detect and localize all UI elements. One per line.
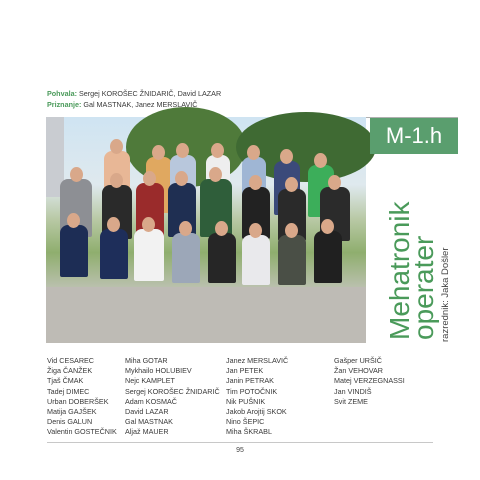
student-name: Matija GAJŠEK (47, 407, 97, 417)
student-name: Žan VEHOVAR (334, 366, 383, 376)
names-column-3 (226, 356, 288, 438)
program-title-line2: operater (408, 235, 439, 340)
footer-rule (47, 442, 433, 443)
names-column-1 (47, 356, 117, 438)
student-name: Janez MERSLAVIČ (226, 356, 289, 365)
student-name: Janin PETRAK (226, 376, 274, 386)
student-name: Žiga ČANŽEK (47, 366, 93, 376)
student-name: Svit ZEME (334, 396, 368, 406)
student-name: Mykhailo HOLUBIEV (125, 366, 192, 376)
student-name: David LAZAR (125, 407, 169, 417)
student-name: Urban DOBERŠEK (47, 396, 109, 406)
praise-label: Pohvala: (47, 89, 77, 98)
student-name: Miha GOTAR (125, 356, 168, 365)
student-name: Tadej DIMEC (47, 386, 90, 396)
student-name: Jakob Arojtij SKOK (226, 407, 287, 417)
program-title (384, 201, 439, 340)
names-column-2 (125, 356, 220, 438)
student-name: Nejc KAMPLET (125, 376, 175, 386)
page-number: 95 (236, 447, 244, 454)
student-name: Nik PUŠNIK (226, 396, 266, 406)
student-name: Gal MASTNAK (125, 417, 173, 427)
student-name: Vid CESAREC (47, 356, 95, 365)
student-name: Gašper URŠIČ (334, 356, 382, 365)
student-name: Valentin GOSTEČNIK (47, 427, 117, 437)
praise-names: Sergej KOROŠEC ŽNIDARIČ, David LAZAR (78, 89, 222, 98)
student-name: Tim POTOČNIK (226, 386, 278, 396)
student-name: Tjaš ČMAK (47, 376, 84, 386)
student-name: Jan VINDIŠ (334, 386, 372, 396)
student-name: Sergej KOROŠEC ŽNIDARIČ (125, 386, 220, 396)
student-name: Aljaž MAUER (125, 427, 169, 437)
student-name: Miha ŠKRABL (226, 427, 272, 437)
praise-line (47, 88, 221, 99)
names-column-4 (334, 356, 405, 407)
student-name: Jan PETEK (226, 366, 264, 376)
recognition-label: Priznanje: (47, 100, 82, 109)
recognition-names: Gal MASTNAK, Janez MERSLAVIČ (83, 100, 198, 109)
program-title-line1: Mehatronik (384, 201, 415, 340)
student-name: Adam KOSMAČ (125, 396, 177, 406)
student-name: Nino ŠEPIC (226, 417, 265, 427)
class-teacher: razrednik: Jaka Došler (440, 247, 451, 342)
class-code-badge: M-1.h (370, 118, 458, 154)
class-group-photo (46, 117, 366, 343)
student-name: Denis GALUN (47, 417, 93, 427)
student-name: Matej VERZEGNASSI (334, 376, 405, 386)
